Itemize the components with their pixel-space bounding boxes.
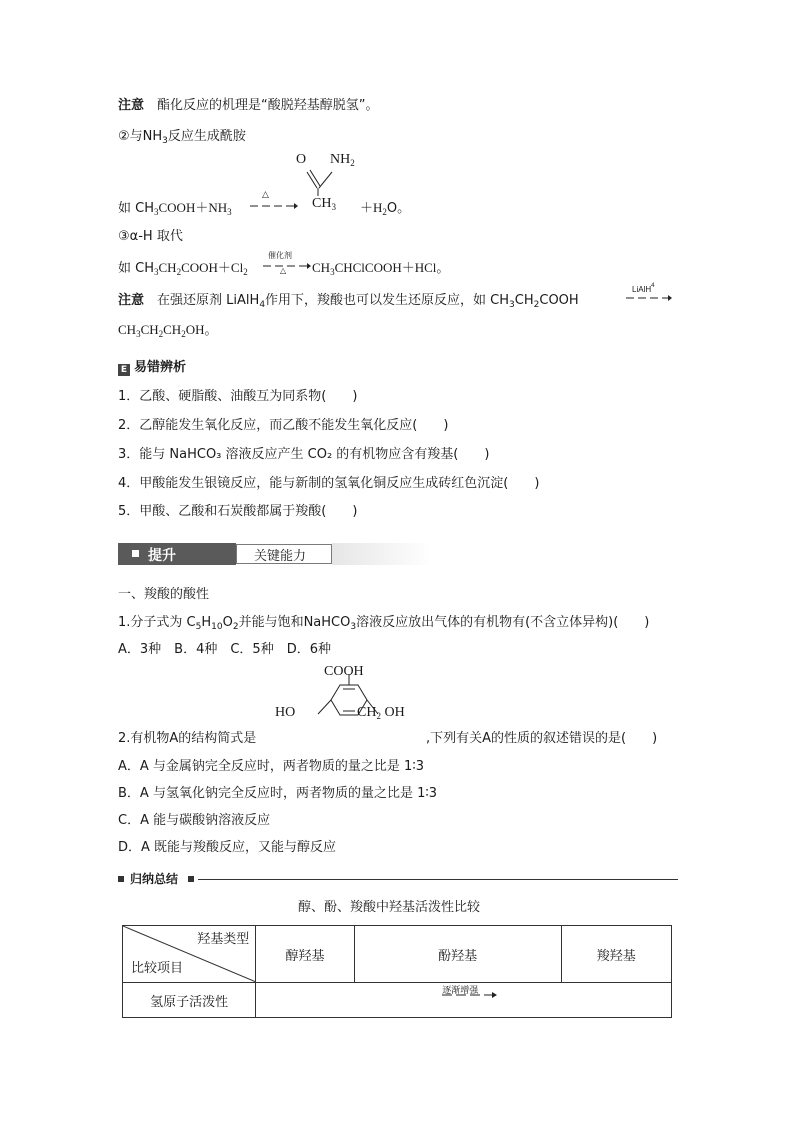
banner-square-icon	[132, 550, 139, 557]
diag-top-label: 羟基类型	[197, 932, 250, 947]
heat-symbol: △	[262, 190, 269, 200]
section-title: 一、羧酸的酸性	[118, 587, 210, 602]
struct-ho-label: HO	[275, 705, 296, 720]
struct-ch3-label: $CH_3$	[312, 196, 336, 212]
error-item-3: 3．能与 NaHCO₃ 溶液反应产生 CO₂ 的有机物应含有羧基( )	[118, 447, 490, 462]
increasing-arrow	[440, 989, 500, 999]
note-reduction-product: $CH_3CH_2CH_2OH$。	[118, 322, 218, 339]
section-banner	[118, 543, 432, 565]
heat-arrow	[248, 190, 298, 214]
question-2-stem-tail: ,下列有关A的性质的叙述错误的是( )	[426, 731, 658, 746]
error-tag-icon: E	[118, 364, 130, 376]
row-label: 氢原子活泼性	[123, 983, 256, 1018]
table-row	[123, 983, 672, 1018]
struct-cooh-label: COOH	[324, 664, 364, 679]
comparison-table	[122, 925, 672, 1018]
alpha-h-equation: 如 $CH_3CH_2COOH+Cl_2$	[118, 260, 248, 277]
error-item-2: 2．乙醇能发生氧化反应，而乙酸不能发生氧化反应( )	[118, 418, 449, 433]
column-header-alcohol: 醇羟基	[256, 926, 354, 983]
table-title: 醇、酚、羧酸中羟基活泼性比较	[298, 900, 481, 915]
catalyst-label: 催化剂	[268, 251, 292, 260]
summary-divider	[198, 879, 678, 880]
activity-arrow-label: 逐渐增强	[442, 986, 479, 996]
amide-equation: 如 $CH_3COOH+NH_3$	[118, 200, 232, 217]
summary-header	[118, 873, 678, 887]
question-2-option-b: B．A 与氢氧化钠完全反应时，两者物质的量之比是 1∶3	[118, 786, 438, 801]
banner-light-label: 关键能力	[254, 549, 307, 564]
error-item-4: 4．甲酸能发生银镜反应，能与新制的氢氧化铜反应生成砖红色沉淀( )	[118, 476, 540, 491]
error-item-1: 1．乙酸、硬脂酸、油酸互为同系物( )	[118, 389, 358, 404]
question-2-stem: 2.有机物A的结构简式是	[118, 731, 257, 746]
activity-arrow-cell	[256, 983, 672, 1018]
amide-heading: ②与$NH_3$反应生成酰胺	[118, 129, 246, 146]
table-header-row	[123, 926, 672, 983]
diag-bottom-label: 比较项目	[131, 961, 184, 976]
summary-square-icon	[118, 876, 124, 882]
question-2-option-a: A．A 与金属钠完全反应时，两者物质的量之比是 1∶3	[118, 759, 424, 774]
banner-dark-label: 提升	[148, 548, 176, 564]
question-2-option-c: C．A 能与碳酸钠溶液反应	[118, 813, 271, 828]
note-esterification	[118, 97, 379, 115]
alpha-h-heading: ③α-H 取代	[118, 229, 183, 244]
struct-nh2-label: $NH_2$	[330, 152, 355, 168]
struct-o-label: O	[296, 152, 307, 167]
note-label: 注意	[118, 98, 145, 113]
errors-title: E 易错辨析	[118, 359, 186, 377]
note-text: 酯化反应的机理是“酸脱羟基醇脱氢”。	[157, 98, 379, 113]
lialh4-label: LiAlH$^4$	[632, 283, 655, 294]
question-2-option-d: D．A 既能与羧酸反应，又能与醇反应	[118, 840, 337, 855]
struct-ch2oh-label: $CH_2$ OH	[357, 705, 405, 721]
question-1-options: A．3种 B．4种 C．5种 D．6种	[118, 642, 331, 657]
note-reduction: 注意 在强还原剂 LiAlH$_4$作用下，羧酸也可以发生还原反应，如 $CH_3CH_2COOH$	[118, 293, 579, 310]
alpha-h-product: $CH_3CHClCOOH+HCl$。	[312, 260, 450, 277]
question-1-stem: 1.分子式为 $C_5H_{10}O_2$并能与饱和NaHCO$_3$溶液反应放出气体的有机物有(不含立体异构)( )	[118, 615, 650, 632]
column-header-carboxyl: 羧羟基	[561, 926, 671, 983]
diagonal-header-cell	[123, 926, 256, 983]
summary-square-icon-2	[188, 876, 194, 882]
error-item-5: 5．甲酸、乙酸和石炭酸都属于羧酸( )	[118, 504, 358, 519]
amide-water: $+H_2O$。	[360, 200, 411, 217]
column-header-phenol: 酚羟基	[354, 926, 561, 983]
summary-label: 归纳总结	[130, 872, 179, 886]
catalyst-heat: △	[280, 266, 287, 275]
